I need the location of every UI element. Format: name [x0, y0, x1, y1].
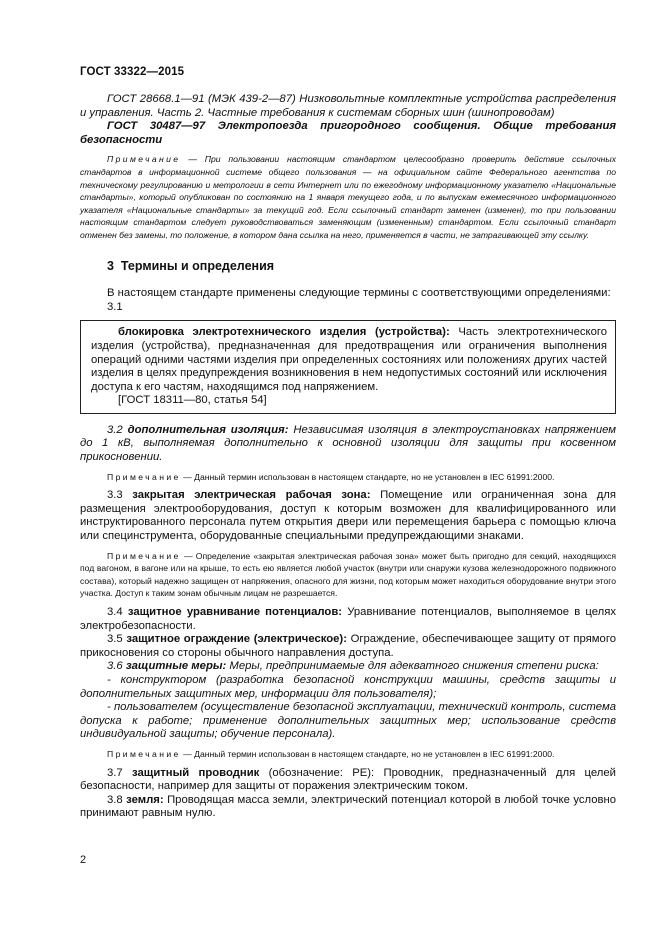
term-2-title: дополнительная изоляция: — [127, 423, 289, 436]
term-2-note-text: — Данный термин использован в настоящем стандарте, но не установлен в IEC 61991:2000. — [183, 471, 555, 482]
term-2 — [80, 424, 616, 465]
term-3-number: 3.3 — [107, 489, 123, 502]
term-6-definition: Меры, предпринимаемые для адекватного снижения степени риска: — [229, 660, 599, 673]
term-6-number: 3.6 — [107, 660, 123, 673]
reference-note-text: — При пользовании настоящим стандартом целесообразно проверить действие ссылочных стандартов в информационной системе общего пользования — на официальном сайте Федерального агентства по техническому регулированию и метрологии в сети Интернет или по ежегодному информационному указателю «Национальные стандарты», который опубликован по состоянию на 1 января текущего года, и по выпускам ежемесячного информационного указателя «Национальные стандарты» за текущий год. Если ссылочный стандарт заменен (изменен), то при пользовании настоящим стандартом следует руководствоваться заменяющим (измененным) стандартом. Если ссылочный стандарт отменен без замены, то положение, в котором дана ссылка на него, применяется в части, не затрагивающей эту ссылку. — [80, 154, 616, 240]
term-1-definition: Часть электротехнического изделия (устройства), предназначенная для предотвращения или ограничения выполнения операций одними частями изделия при определенных состояниях или положениях других частей изделия в целях предупреждения возникновения в нем недопустимых состояний или исключения доступа к его частям, находящимся под напряжением. — [91, 326, 608, 393]
term-7 — [80, 767, 616, 794]
term-3-note — [80, 550, 616, 600]
term-6-item-2: - пользователем (осуществление безопасной эксплуатации, технический контроль, система допуска к работе; применение дополнительных защитных мер; использование средств индивидуальной защиты; обучение персонала). — [80, 701, 616, 741]
term-5 — [80, 633, 616, 660]
term-6-title: защитные меры: — [125, 660, 227, 673]
document-header: ГОСТ 33322—2015 — [80, 66, 185, 78]
term-5-title: защитное ограждение (электрическое): — [126, 633, 347, 646]
term-6-note-label: Примечание — [107, 748, 181, 759]
term-1 — [91, 326, 607, 394]
term-3-note-label: Примечание — [107, 550, 181, 561]
term-1-box — [80, 320, 616, 414]
term-7-title: защитный проводник — [132, 766, 260, 779]
term-3-title: закрытая электрическая рабочая зона: — [132, 489, 371, 502]
term-7-definition: (обозначение: PE): Проводник, предназначенный для целей безопасности, например для защиты от поражения электрическим током. — [80, 766, 616, 793]
term-6-note — [80, 748, 616, 761]
term-6-item-1: - конструктором (разработка безопасной конструкции машины, средств защиты и дополнительных защитных мер, информации для пользователя); — [80, 673, 616, 700]
section-number: 3 — [107, 258, 114, 273]
reference-2 — [80, 120, 616, 147]
section-heading — [107, 260, 616, 274]
section-title: Термины и определения — [120, 258, 275, 273]
page-number: 2 — [80, 854, 87, 866]
reference-1 — [80, 93, 616, 120]
term-1-title: блокировка электротехнического изделия (устройства): — [118, 326, 450, 339]
term-1-number: 3.1 — [107, 300, 123, 313]
reference-note-label: Примечание — [107, 154, 181, 165]
term-4-number: 3.4 — [107, 606, 123, 618]
term-3-note-text: — Определение «закрытая электрическая рабочая зона» может быть пригодно для секций, находящихся под вагоном, в вагоне или на крыше, то есть ею является любой участок (внутри или снаружи кузова железнодорожного подвижного состава), который надежно защищен от напряжения, опасного для жизни, под которым может находиться оборудование внутри этого участка. Доступ к таким зонам обычным лицам не разрешается. — [80, 550, 616, 599]
term-4-title: защитное уравнивание потенциалов: — [127, 606, 343, 618]
term-2-number: 3.2 — [107, 423, 123, 436]
reference-1-title: Низковольтные комплектные устройства распределения и управления. Часть 2. Частные требования к системам сборных шин (шинопроводам) — [80, 93, 616, 119]
term-6 — [80, 660, 616, 674]
term-2-note — [80, 471, 616, 484]
term-5-number: 3.5 — [107, 633, 123, 646]
term-6-note-text: — Данный термин использован в настоящем стандарте, но не установлен в IEC 61991:2000. — [183, 748, 555, 759]
term-2-definition: Независимая изоляция в электроустановках напряжением до 1 кВ, выполняемая дополнительно к основной изоляции для защиты при косвенном прикосновении. — [80, 423, 617, 464]
term-4-definition: Уравнивание потенциалов, выполняемое в целях электробезопасности. — [80, 606, 617, 632]
section-intro: В настоящем стандарте применены следующие термины с соответствующими определениями: — [107, 287, 611, 300]
reference-2-title: Электропоезда пригородного сообщения. Общие требования безопасности — [80, 120, 616, 146]
term-1-source: [ГОСТ 18311—80, статья 54] — [118, 394, 267, 407]
term-7-number: 3.7 — [107, 766, 123, 779]
reference-note — [80, 153, 616, 241]
term-2-note-label: Примечание — [107, 471, 181, 482]
term-8-title: земля: — [126, 793, 164, 806]
reference-1-code: ГОСТ 28668.1—91 (МЭК 439-2—87) — [107, 93, 296, 105]
term-4 — [80, 606, 616, 633]
term-8 — [80, 794, 616, 821]
term-5-definition: Ограждение, обеспечивающее защиту от прямого прикосновения со стороны обычного направления доступа. — [80, 633, 616, 659]
term-3 — [80, 489, 616, 543]
term-3-definition: Помещение или ограниченная зона для размещения электрооборудования, доступ к которым возможен для квалифицированного или инструктированного персонала путем открытия двери или перемещения барьера с помощью ключа или специнструмента, оборудованные специальными предупреждающими знаками. — [80, 489, 617, 543]
reference-2-code: ГОСТ 30487—97 — [107, 120, 206, 133]
term-8-number: 3.8 — [107, 793, 123, 806]
term-8-definition: Проводящая масса земли, электрический потенциал которой в любой точке условно принимают равным нулю. — [80, 793, 617, 820]
page-body — [80, 93, 616, 821]
